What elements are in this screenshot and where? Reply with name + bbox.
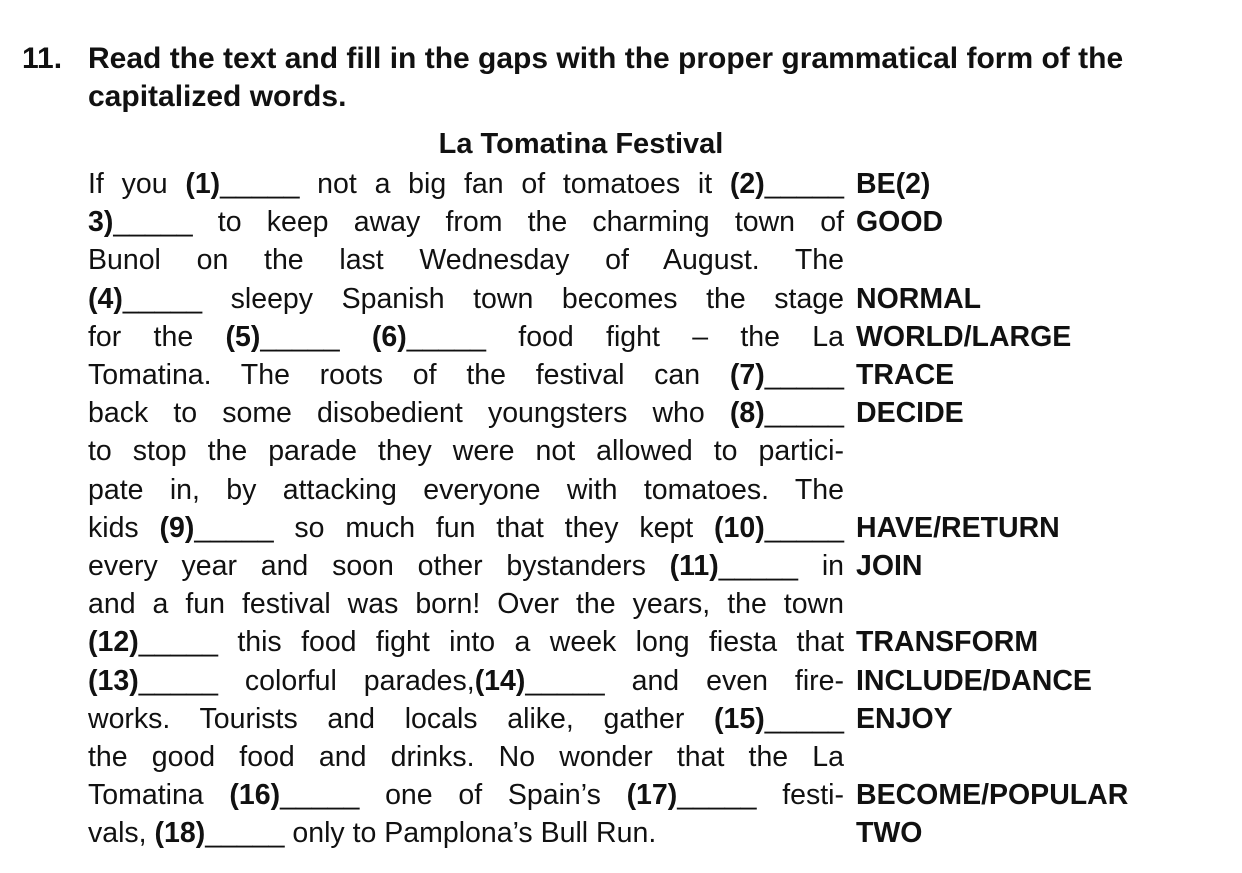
text-line: pate in, by attacking everyone with tomatoes. The [88, 473, 844, 506]
keyword-prompt: BECOME/POPULAR [856, 779, 1129, 812]
text-line: Bunol on the last Wednesday of August. The [88, 244, 844, 277]
keyword-prompt: BE(2) [856, 168, 931, 200]
keyword-prompt: WORLD/LARGE [856, 320, 1072, 353]
text-line: and a fun festival was born! Over the years, the town [88, 588, 844, 621]
keyword-prompt: JOIN [856, 550, 923, 582]
keyword-prompt: TWO [856, 817, 923, 850]
text-line: (4)_____ sleepy Spanish town becomes the stage [88, 282, 844, 315]
text-line: for the (5)_____ (6)_____ food fight – the La [88, 320, 844, 353]
text-title: La Tomatina Festival [438, 128, 724, 160]
text-line: to stop the parade they were not allowed to partici- [88, 435, 844, 468]
text-line: works. Tourists and locals alike, gather (15)_____ [88, 702, 844, 735]
exercise-instruction: Read the text and fill in the gaps with the proper grammatical form of the capitalized words. [88, 42, 1124, 113]
text-line: every year and soon other bystanders (11)_____ in [88, 550, 844, 582]
text-line: Tomatina. The roots of the festival can (7)_____ [88, 359, 844, 391]
text-line: vals, (18)_____ only to Pamplona’s Bull Run. [88, 817, 657, 850]
keyword-prompt: TRACE [856, 359, 955, 391]
text-line: 3)_____ to keep away from the charming town of [88, 206, 844, 239]
keyword-prompt: TRANSFORM [856, 626, 1039, 659]
text-line: If you (1)_____ not a big fan of tomatoes it (2)_____ [88, 168, 845, 200]
text-line: kids (9)_____ so much fun that they kept (10)_____ [88, 511, 844, 544]
exercise-number: 11. [22, 42, 63, 75]
keyword-prompt: NORMAL [856, 282, 982, 315]
keyword-prompt: GOOD [856, 206, 944, 239]
text-line: Tomatina (16)_____ one of Spain’s (17)_____ festi- [88, 779, 844, 812]
text-line: (12)_____ this food fight into a week long fiesta that [88, 626, 844, 659]
text-line: back to some disobedient youngsters who (8)_____ [88, 397, 844, 430]
keyword-prompt: DECIDE [856, 397, 964, 430]
keyword-prompt: HAVE/RETURN [856, 511, 1060, 544]
keyword-prompt: INCLUDE/DANCE [856, 664, 1092, 697]
text-line: the good food and drinks. No wonder that the La [88, 741, 844, 773]
keyword-prompt: ENJOY [856, 702, 953, 735]
text-line: (13)_____ colorful parades,(14)_____ and even fire- [88, 664, 844, 697]
